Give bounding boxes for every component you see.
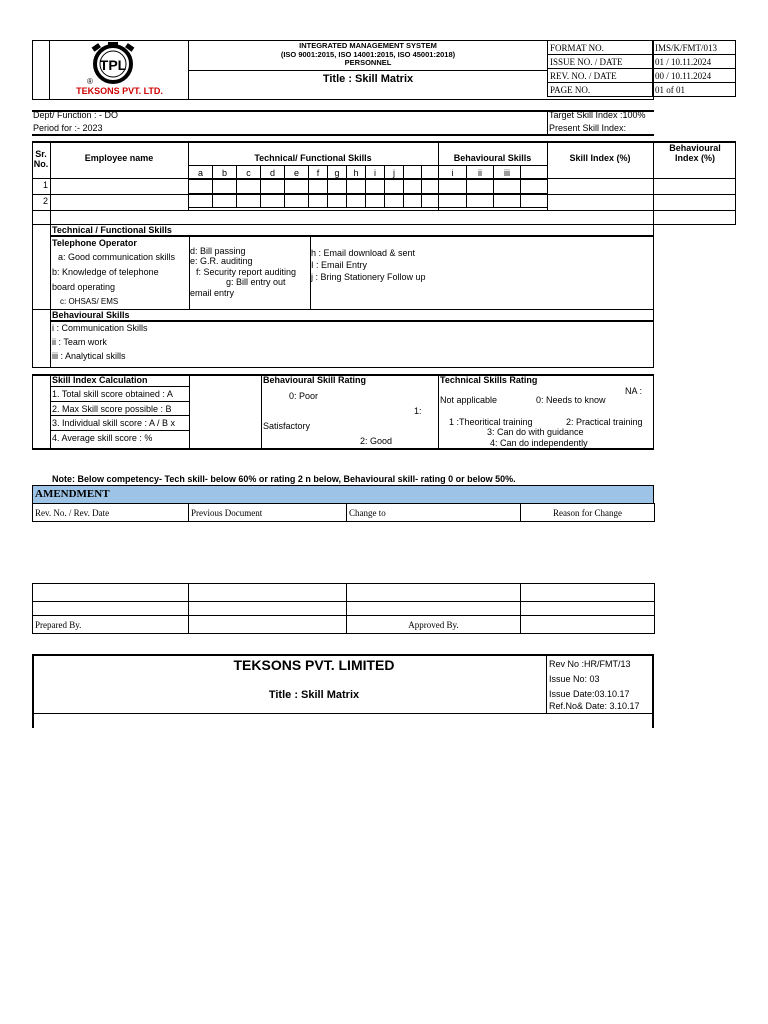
- matrix-row: [439, 180, 548, 194]
- tech-col: a: [189, 166, 213, 180]
- meta-value: 00 / 10.11.2024: [653, 69, 736, 83]
- approved-by: Approved By.: [347, 616, 521, 634]
- tech-col: h: [347, 166, 366, 180]
- ims-dept: PERSONNEL: [344, 58, 392, 67]
- row-number: 1: [42, 180, 48, 190]
- matrix-row: [439, 194, 548, 208]
- footer-company: TEKSONS PVT. LIMITED: [233, 657, 395, 673]
- tech-col: b: [213, 166, 237, 180]
- competency-note: Note: Below competency- Tech skill- below 60% or rating 2 n below, Behavioural skill- rating 0 or below 50%.: [52, 474, 516, 484]
- matrix-row: [189, 194, 439, 208]
- format-meta-table: [547, 40, 736, 97]
- tech-item: h : Email download & sent: [311, 248, 416, 258]
- meta-label: FORMAT NO.: [548, 41, 653, 55]
- calc-title: Skill Index Calculation: [52, 375, 148, 385]
- footer-meta: Ref.No& Date: 3.10.17: [549, 701, 640, 711]
- beh-item: iii : Analytical skills: [52, 351, 126, 361]
- calc-item: 1. Total skill score obtained : A: [52, 389, 173, 399]
- matrix-divider-idx: [653, 141, 654, 225]
- row-number: 2: [42, 196, 48, 206]
- tech-item: d: Bill passing: [190, 246, 246, 256]
- footer-doc-continue: [32, 714, 34, 728]
- tech-col: f: [309, 166, 328, 180]
- calc-item: 3. Individual skill score : A / B x: [52, 418, 176, 428]
- tech-rating-item: 0: Needs to know: [536, 395, 606, 405]
- beh-section-title: Behavioural Skills: [52, 310, 130, 320]
- meta-row: [548, 83, 736, 97]
- target-skill-index: Target Skill Index :100%: [549, 110, 646, 120]
- doc-title: Title : Skill Matrix: [322, 73, 414, 85]
- meta-value: 01 of 01: [653, 83, 736, 97]
- footer-meta: Rev No :HR/FMT/13: [549, 659, 631, 669]
- beh-title-line: [50, 310, 654, 322]
- beh-index-header: Behavioural Index (%): [669, 143, 721, 163]
- tech-rating-item: NA :: [625, 386, 643, 396]
- signature-blank-row: [33, 584, 655, 602]
- tech-col: g: [328, 166, 347, 180]
- gear-logo-icon: [82, 42, 144, 88]
- beh-rating-item: 2: Good: [360, 436, 393, 446]
- ims-heading: [189, 42, 547, 68]
- signature-row: [33, 616, 655, 634]
- tech-col: d: [261, 166, 285, 180]
- tech-col: c: [237, 166, 261, 180]
- meta-row: [548, 55, 736, 69]
- row-line: [32, 210, 736, 211]
- calc-divider: [438, 374, 439, 450]
- tech-rating-item: Not applicable: [440, 395, 498, 405]
- tech-item: f: Security report auditing: [196, 267, 297, 277]
- skill-index-header: Skill Index (%): [569, 153, 631, 163]
- calc-line: [50, 415, 189, 416]
- tech-item: c: OHSAS/ EMS: [60, 297, 119, 306]
- company-logo-text: TEKSONS PVT. LTD.: [76, 86, 163, 96]
- beh-skills-header: Behavioural Skills: [453, 153, 532, 163]
- sr-no-header: Sr. No.: [33, 149, 49, 169]
- calc-divider: [189, 374, 190, 450]
- tech-rating-item: 4: Can do independently: [490, 438, 588, 448]
- footer-title: Title : Skill Matrix: [268, 689, 360, 701]
- row-line: [32, 178, 736, 179]
- tech-item: b: Knowledge of telephone: [52, 267, 159, 277]
- period: Period for :- 2023: [33, 123, 103, 133]
- tech-rating-title: Technical Skills Rating: [440, 375, 538, 385]
- tech-col: e: [285, 166, 309, 180]
- calc-item: 4. Average skill score : %: [52, 433, 153, 443]
- matrix-row: [189, 180, 439, 194]
- beh-rating-item: Satisfactory: [263, 421, 311, 431]
- tech-item: a: Good communication skills: [58, 252, 176, 262]
- amendment-col: Reason for Change: [521, 504, 655, 522]
- beh-col: iii: [494, 166, 521, 180]
- svg-text:TPL: TPL: [99, 57, 127, 73]
- tech-skills-header: Technical/ Functional Skills: [254, 153, 372, 163]
- tech-item: board operating: [52, 282, 116, 292]
- beh-rating-title: Behavioural Skill Rating: [263, 375, 367, 385]
- info-divider: [547, 110, 548, 136]
- amendment-col: Rev. No. / Rev. Date: [33, 504, 189, 522]
- tech-item: g: Bill entry out: [226, 277, 286, 287]
- beh-rating-item: 1:: [414, 406, 422, 416]
- amendment-col: Change to: [347, 504, 521, 522]
- present-skill-index: Present Skill Index:: [549, 123, 627, 133]
- amendment-table: [32, 503, 655, 522]
- ims-title: INTEGRATED MANAGEMENT SYSTEM: [299, 41, 437, 50]
- meta-label: PAGE NO.: [548, 83, 653, 97]
- tech-item: e: G.R. auditing: [190, 256, 253, 266]
- amendment-title: AMENDMENT: [32, 485, 654, 504]
- footer-doc-continue: [652, 714, 654, 728]
- tech-role: Telephone Operator: [52, 238, 137, 248]
- tech-rating-item: 3: Can do with guidance: [487, 427, 584, 437]
- tech-rating-item: 2: Practical training: [566, 417, 643, 427]
- tech-item: email entry: [190, 288, 235, 298]
- beh-rating-item: 0: Poor: [289, 391, 319, 401]
- tech-section-left: [50, 224, 51, 310]
- prepared-by: Prepared By.: [33, 616, 189, 634]
- tech-col: i: [366, 166, 385, 180]
- footer-meta: Issue Date:03.10.17: [549, 689, 630, 699]
- beh-subcols: [438, 165, 548, 208]
- ims-iso: (ISO 9001:2015, ISO 14001:2015, ISO 45001:2018): [280, 49, 456, 59]
- meta-value: IMS/K/FMT/013: [653, 41, 736, 55]
- svg-text:®: ®: [87, 77, 93, 86]
- amendment-col: Previous Document: [189, 504, 347, 522]
- tech-item: I : Email Entry: [311, 260, 368, 270]
- header-divider-left: [32, 40, 50, 100]
- signature-spacer-row: [33, 602, 655, 616]
- tech-rating-item: 1 :Theoritical training: [449, 417, 533, 427]
- footer-meta: Issue No: 03: [549, 674, 600, 684]
- tech-col: j: [385, 166, 404, 180]
- meta-row: [548, 41, 736, 55]
- calc-line: [50, 401, 189, 402]
- meta-value: 01 / 10.11.2024: [653, 55, 736, 69]
- tech-section-title: Technical / Functional Skills: [52, 225, 172, 235]
- row-line: [32, 194, 736, 195]
- meta-label: REV. NO. / DATE: [548, 69, 653, 83]
- company-logo: [82, 42, 144, 88]
- calc-line: [50, 430, 189, 431]
- calc-line: [50, 386, 189, 387]
- beh-item: ii : Team work: [52, 337, 107, 347]
- tech-item: j : Bring Stationery Follow up: [311, 272, 426, 282]
- calc-item: 2. Max Skill score possible : B: [52, 404, 172, 414]
- calc-divider: [261, 374, 262, 450]
- beh-col: ii: [467, 166, 494, 180]
- meta-row: [548, 69, 736, 83]
- signature-table: [32, 583, 655, 634]
- footer-doc-divider: [546, 654, 547, 714]
- amendment-header-row: [33, 504, 655, 522]
- meta-label: ISSUE NO. / DATE: [548, 55, 653, 69]
- tech-subcols: [188, 165, 439, 208]
- beh-item: i : Communication Skills: [52, 323, 148, 333]
- beh-col: i: [439, 166, 467, 180]
- dept-function: Dept/ Function : - DO: [33, 110, 119, 120]
- employee-name-header: Employee name: [84, 153, 154, 163]
